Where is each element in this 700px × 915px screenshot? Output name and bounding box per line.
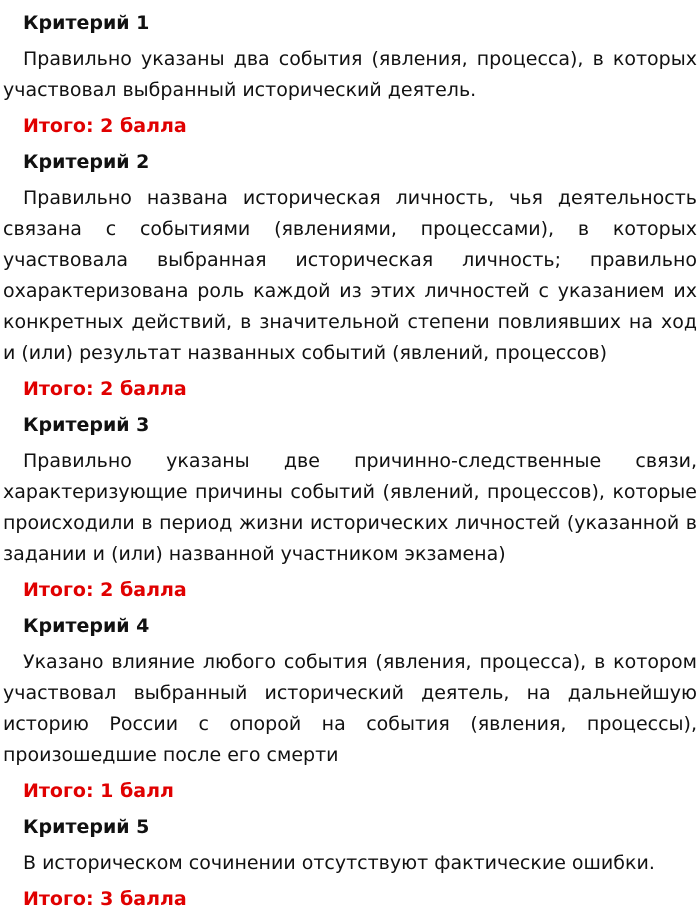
criterion-block-4 [3, 611, 697, 807]
criterion-total: Итого: 2 балла [23, 378, 187, 400]
criterion-heading: Критерий 2 [23, 151, 150, 173]
criterion-total: Итого: 1 балл [23, 780, 174, 802]
criterion-total: Итого: 2 балла [23, 115, 187, 137]
criterion-heading: Критерий 5 [23, 816, 150, 838]
criterion-description: Указано влияние любого события (явления, процесса), в котором участвовал выбранный исторический деятель, на дальнейшую историю России с опорой на события (явления, процессы), произошедшие после его смерти [3, 651, 697, 766]
criterion-description: Правильно указаны две причинно-следственные связи, характеризующие причины событий (явлений, процессов), которые происходили в период жизни исторических личностей (указанной в задании и (или) названной участником экзамена) [3, 450, 697, 565]
criterion-block-2 [3, 147, 697, 405]
criterion-block-1 [3, 8, 697, 142]
criterion-description: Правильно указаны два события (явления, процесса), в которых участвовал выбранный исторический деятель. [3, 48, 697, 101]
criterion-total: Итого: 3 балла [23, 888, 187, 910]
criterion-heading: Критерий 4 [23, 615, 150, 637]
criterion-description: Правильно названа историческая личность, чья деятельность связана с событиями (явлениями, процессами), в которых участвовала выбранная историческая личность; правильно охарактеризована роль каждой из этих личностей с указанием их конкретных действий, в значительной степени повлиявших на ход и (или) результат названных событий (явлений, процессов) [3, 187, 697, 364]
criterion-block-3 [3, 410, 697, 606]
criterion-heading: Критерий 3 [23, 414, 150, 436]
criterion-block-5 [3, 812, 697, 915]
criterion-heading: Критерий 1 [23, 12, 150, 34]
criterion-description: В историческом сочинении отсутствуют фактические ошибки. [23, 852, 655, 874]
criterion-total: Итого: 2 балла [23, 579, 187, 601]
